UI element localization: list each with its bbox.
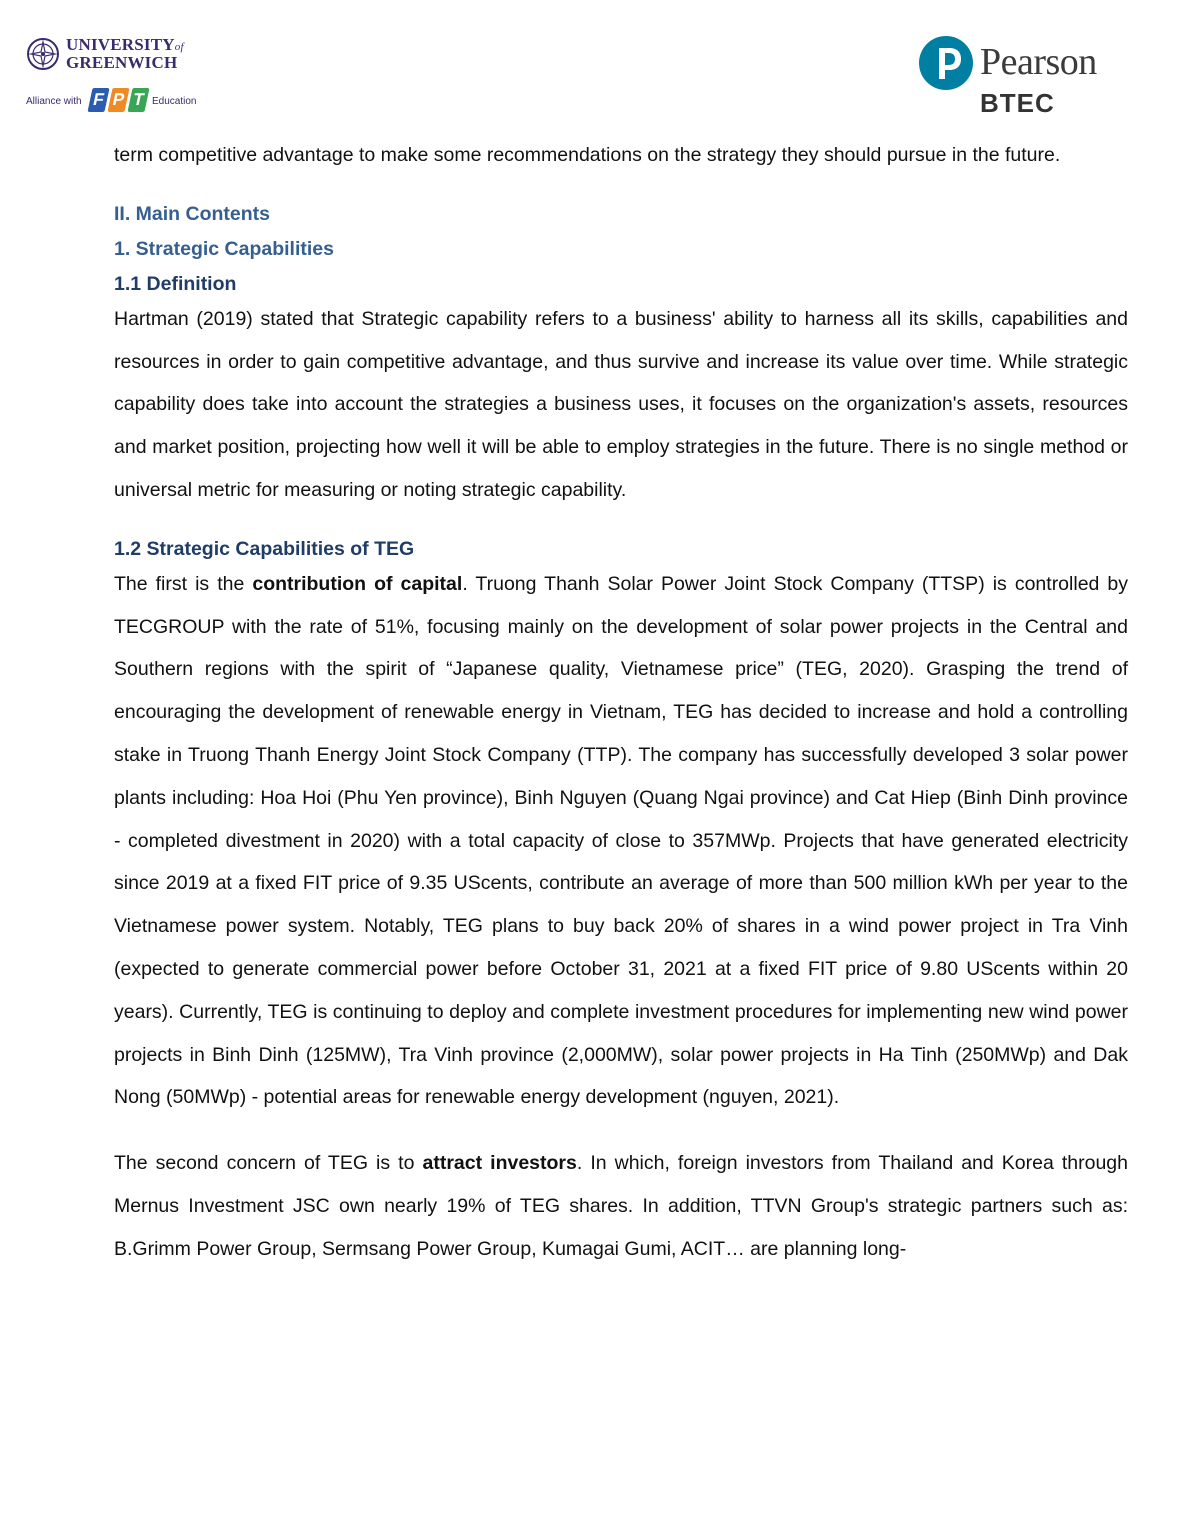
heading-definition: 1.1 Definition bbox=[114, 272, 237, 295]
investors-prefix: The second concern of TEG is to bbox=[114, 1152, 423, 1175]
pearson-wordmark: Pearson bbox=[980, 41, 1097, 83]
fpt-education-logo bbox=[26, 86, 196, 118]
pearson-btec-logo bbox=[918, 32, 1118, 122]
capital-rest: . Truong Thanh Solar Power Joint Stock Company (TTSP) is controlled by TECGROUP with the rate of 51%, focusing mainly on the development of solar power projects in the Central and Southern regions with the spirit of “Japanese quality, Vietnamese price” (TEG, 2020). Grasping the trend of encouraging the development of renewable energy in Vietnam, TEG has decided to increase and hold a controlling stake in Truong Thanh Energy Joint Stock Company (TTP). The company has successfully developed 3 solar power plants including: Hoa Hoi (Phu Yen province), Binh Nguyen (Quang Ngai province) and Cat Hiep (Binh Dinh province - completed divestment in 2020) with a total capacity of close to 357MWp. Projects that have generated electricity since 2019 at a fixed FIT price of 9.35 UScents, contribute an average of more than 500 million kWh per year to the Vietnamese power system. Notably, TEG plans to buy back 20% of shares in a wind power project in Tra Vinh (expected to generate commercial power before October 31, 2021 at a fixed FIT price of 9.80 UScents within 20 years). Currently, TEG is continuing to deploy and complete investment procedures for implementing new wind power projects in Binh Dinh (125MW), Tra Vinh province (2,000MW), solar power projects in Ha Tinh (250MWp) and Dak Nong (50MWp) - potential areas for renewable energy development (nguyen, 2021). bbox=[114, 572, 1129, 1109]
heading-main-contents: II. Main Contents bbox=[114, 202, 270, 225]
investors-paragraph bbox=[114, 1142, 1128, 1270]
university-name bbox=[66, 37, 184, 71]
intro-paragraph: term competitive advantage to make some recommendations on the strategy they should pursue in the future. bbox=[114, 144, 1061, 166]
university-line1: UNIVERSITY bbox=[66, 35, 175, 54]
university-line2: GREENWICH bbox=[66, 53, 178, 72]
education-text: Education bbox=[152, 96, 197, 107]
capital-prefix: The first is the bbox=[114, 572, 253, 595]
pearson-p-icon bbox=[918, 32, 974, 94]
capital-bold-term: contribution of capital bbox=[252, 572, 463, 595]
page-header bbox=[0, 0, 1190, 130]
investors-rest: . In which, foreign investors from Thailand and Korea through Mernus Investment JSC own nearly 19% of TEG shares. In addition, TTVN Group's strategic partners such as: B.Grimm Power Group, Sermsang Power Group, Kumagai Gumi, ACIT… are planning long- bbox=[114, 1152, 1128, 1260]
fpt-letter-p: P bbox=[107, 88, 129, 112]
capital-paragraph bbox=[114, 563, 1128, 1119]
university-of: of bbox=[174, 41, 184, 53]
btec-wordmark: BTEC bbox=[980, 88, 1055, 118]
definition-paragraph: Hartman (2019) stated that Strategic capability refers to a business' ability to harness all its skills, capabilities and resources in order to gain competitive advantage, and thus survive and increase its value over time. While strategic capability does take into account the strategies a business uses, it focuses on the organization's assets, resources and market position, projecting how well it will be able to employ strategies in the future. There is no single method or universal metric for measuring or noting strategic capability. bbox=[114, 307, 1128, 501]
investors-bold-term: attract investors bbox=[422, 1152, 577, 1175]
university-of-greenwich-logo bbox=[26, 36, 196, 76]
heading-strategic-capabilities: 1. Strategic Capabilities bbox=[114, 237, 334, 260]
alliance-text: Alliance with bbox=[26, 96, 82, 107]
document-body bbox=[114, 134, 1128, 1271]
heading-teg-capabilities: 1.2 Strategic Capabilities of TEG bbox=[114, 537, 415, 560]
fpt-letter-t: T bbox=[127, 88, 149, 112]
compass-rose-icon bbox=[26, 36, 60, 72]
fpt-letter-f: F bbox=[87, 88, 109, 112]
